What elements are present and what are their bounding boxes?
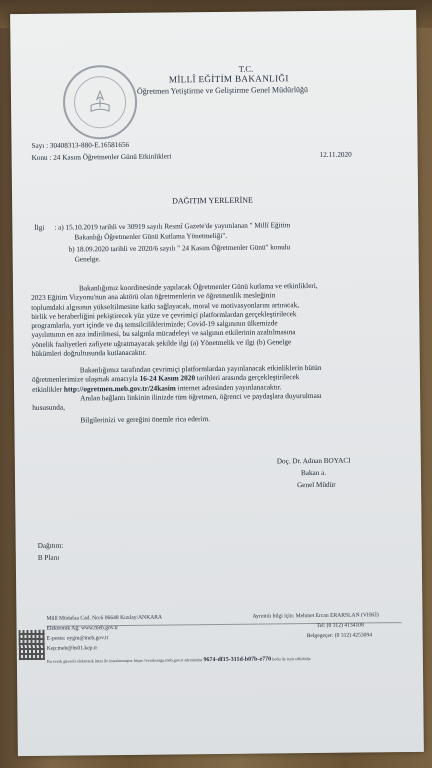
- verify-text: Bu evrak güvenli elektronik imza ile imzalanmıştır. https://evraksorgu.meb.gov.tr adresinden: [46, 657, 203, 664]
- verify-tail: kodu ile teyit edilebilir.: [272, 656, 312, 662]
- paragraph-closing: Bilgilerinizi ve gereğini önemle rica ederim.: [80, 414, 211, 425]
- document-page: [10, 10, 424, 756]
- p2-line2-pre: öğretmenlerimize ulaşmak amacıyla: [31, 374, 140, 385]
- paragraph-2: [32, 362, 396, 412]
- verify-code: 9674-df15-311d-b07b-e770: [203, 656, 272, 664]
- p1-line: yayılımının en aza indirilmesi, bu salgınla mücadeleyi ve salgının etkilerinin azaltılmasına: [31, 327, 296, 340]
- ilgi-b-line1: b) 18.09.2020 tarihli ve 2020/6 sayılı " 24 Kasım Öğretmenler Günü" konulu: [68, 243, 291, 254]
- footer-web: Elektronik Ağ: www.meb.gov.tr: [46, 625, 119, 632]
- distribution-title: DAĞITIM YERLERİNE: [172, 195, 253, 206]
- footer-fax: Belgegeçer: (0 312) 4253094: [306, 632, 373, 640]
- signatory-name: Doç. Dr. Adnan BOYACI: [276, 456, 351, 466]
- document-date: 12.11.2020: [319, 150, 352, 159]
- torch-book-icon: [85, 87, 115, 117]
- footer-email: E-posta: oygm@meb.gov.tr: [46, 635, 109, 642]
- ilgi-b-line2: Genelge.: [74, 255, 101, 264]
- footer-verification: [47, 654, 407, 666]
- p1-line: programlarla, yurt içinde ve dış temsilciliklerimizde; Covid-19 salgınının ülkemizde: [31, 318, 278, 331]
- signatory-title2: Genel Müdür: [297, 480, 336, 490]
- ministry-logo-inner: [74, 76, 127, 129]
- event-url: http://ogretmen.meb.gov.tr/24kasim: [63, 383, 176, 394]
- p2-line2-post: tarihleri arasında gerçekleştirilecek: [195, 372, 300, 383]
- p1-line: hükümleri doğrultusunda kutlanacaktır.: [31, 347, 147, 359]
- header-ministry: MİLLÎ EĞİTİM BAKANLIĞI: [168, 73, 289, 85]
- ilgi-a-line1: : a) 15.10.2019 tarihli ve 30919 sayılı Resmî Gazete'de yayımlanan " Millî Eğitim: [54, 221, 291, 232]
- footer-contact-person: Ayrıntılı bilgi için: Mehmet Ercan ERARSLAN (VHKİ): [252, 612, 379, 620]
- p1-line: 2023 Eğitim Vizyonu'nun ana aktörü olan öğretmenlerin ve öğretmenlik mesleğinin: [31, 290, 276, 303]
- qr-code: [19, 630, 45, 660]
- footer-kep: Kep:meb@hs01.kep.tr: [46, 645, 98, 652]
- ilgi-a-line2: Bakanlığı Öğretmenler Günü Kutlama Yönetmeliği".: [74, 231, 228, 242]
- p3-line1: Anılan bağlantı linkinin ilinizde tüm öğretmen, öğrenci ve paydaşlara duyurulması: [80, 390, 322, 403]
- p1-line: toplumdaki algısının yükseltilmesine katkı sağlayacak, moral ve motivasyonlarını artıracak,: [31, 299, 300, 312]
- document-subject: Konu : 24 Kasım Öğretmenler Günü Etkinlikleri: [31, 152, 172, 162]
- footer-tel: Tel: (0 312) 4134108: [316, 622, 364, 629]
- footer-address: Millî Müdafaa Cad. No:6 06648 Kızılay/ANKARA: [46, 614, 163, 622]
- dagitim-label: Dağıtım:: [37, 541, 64, 550]
- event-dates: 16-24 Kasım 2020: [139, 373, 196, 384]
- p1-line: yönelik faaliyetleri zafiyete uğratmayacak şekilde ilgi (a) Yönetmelik ve ilgi (b) Genelge: [31, 337, 292, 349]
- document-number: Sayı : 30408313-880-E.16581656: [31, 140, 130, 150]
- dagitim-value: B Planı: [37, 553, 60, 562]
- p1-line: birlik ve beraberliğini pekiştirecek yüz yüze ve çevrimiçi platformlardan gerçekleştirilecek: [31, 309, 297, 321]
- p2-line3-post: internet adresinden yayınlanacaktır.: [175, 381, 282, 393]
- p2-line3-pre: etkinlikler: [32, 384, 64, 394]
- p3-line2: hususunda,: [32, 402, 65, 413]
- signatory-title1: Bakan a.: [300, 468, 327, 478]
- p1-line: Bakanlığımız koordinesinde yapılacak Öğretmenler Günü kutlama ve etkinlikleri,: [78, 280, 318, 293]
- ilgi-label: İlgi: [34, 223, 45, 232]
- header-tc: T.C.: [238, 63, 254, 74]
- p2-line1: Bakanlığımız tarafından çevrimiçi platformlardan yayınlanacak etkinliklerin bütün: [79, 362, 322, 375]
- ministry-logo-seal: [63, 65, 138, 140]
- paragraph-1: [31, 280, 396, 358]
- header-department: Öğretmen Yetiştirme ve Geliştirme Genel Müdürlüğü: [136, 85, 309, 96]
